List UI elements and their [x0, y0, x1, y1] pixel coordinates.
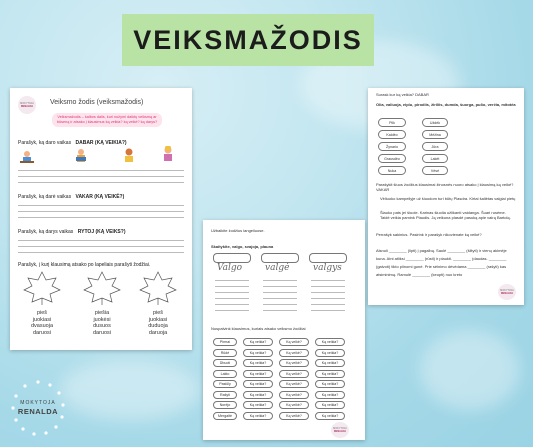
- task-1-emphasis: DABAR (KĄ VEIKIA?): [75, 140, 127, 146]
- leaf-words-1: [24, 310, 60, 336]
- worksheet-page-3: [368, 88, 524, 305]
- cursive-word: valgys: [313, 263, 342, 273]
- word-pill-right[interactable]: Vėsė: [422, 166, 448, 175]
- leaf-word: dusuos: [93, 323, 111, 329]
- word-pill-left[interactable]: Žynario: [378, 142, 406, 151]
- leaf-word: juokėsi: [93, 316, 111, 323]
- task-4: Parašyk, į kurį klausimą atsako po lapeliais parašyti žodžiai.: [18, 262, 151, 268]
- word-pill-left[interactable]: Kaldėo: [378, 130, 406, 139]
- task-3-text: Parašyk, ką darys vaikas: [18, 229, 74, 235]
- word-pill[interactable]: Lakto: [213, 370, 237, 378]
- cursive-box: [309, 253, 347, 263]
- cursive-word: valgė: [265, 263, 290, 273]
- question-pill-ka-veike[interactable]: Ką veikė?: [279, 370, 309, 378]
- word-pill-right[interactable]: Mėžina: [422, 130, 448, 139]
- writing-line[interactable]: [311, 280, 345, 281]
- word-pill-right[interactable]: Uždėk: [422, 118, 448, 127]
- writing-line[interactable]: [215, 292, 249, 293]
- sheet3-para3: Perrašyk sakinius. Pasirink ir parašyk nikovienate ką veikė?: [376, 232, 482, 237]
- question-pill-ka-veikia[interactable]: Ką veikia?: [243, 338, 273, 346]
- sheet2-subtitle: Skaitykite, valgo, svajoja, plauna: [211, 244, 274, 249]
- answer-line[interactable]: [18, 240, 184, 241]
- child-drawing-icon: [20, 150, 34, 164]
- question-pill-ka-veikia[interactable]: Ką veikia?: [243, 359, 273, 367]
- question-pill-ka-veike[interactable]: Ką veikė?: [279, 401, 309, 409]
- leaf-word: duduoja: [148, 323, 168, 329]
- question-pill-ka-veikia[interactable]: Ką veikia?: [315, 412, 345, 420]
- question-pill-ka-veikia[interactable]: Ką veikia?: [315, 380, 345, 388]
- question-pill-ka-veikia[interactable]: Ką veikia?: [243, 401, 273, 409]
- sheet3-line2: Parašykit šiuos žodžius klausimai žinosnės nuoro atsako į klausimą ką veikė? VAKAR: [376, 182, 514, 192]
- writing-line[interactable]: [263, 310, 297, 311]
- child-reading-icon: [74, 148, 88, 164]
- answer-line[interactable]: [18, 182, 184, 183]
- question-pill-ka-veike[interactable]: Ką veikė?: [279, 412, 309, 420]
- definition-box: Veiksmažodis – kalbos dalis, kuri nužymi daiktų veiksmą ar būseną ir atsako į klausimus ką veikia? ką veikė? ką darys?: [52, 113, 162, 127]
- writing-line[interactable]: [215, 310, 249, 311]
- background-splash: [420, 330, 520, 410]
- question-pill-ka-veikia[interactable]: Ką veikia?: [315, 370, 345, 378]
- leaf-word: juokiasi: [32, 316, 52, 323]
- word-pill-right[interactable]: Lakėt: [422, 154, 448, 163]
- answer-line[interactable]: [18, 205, 184, 206]
- answer-line[interactable]: [18, 217, 184, 218]
- leaf-outline-icon: [82, 270, 122, 306]
- worksheet-title: Veiksmo žodis (veiksmažodis): [50, 99, 144, 106]
- sheet3-list-title: Olia, valiuoja, eiplu, pirodiis, žiriliis, dumda, šuorga, puõo, verčia, mitotėa: [376, 102, 516, 107]
- writing-line[interactable]: [263, 286, 297, 287]
- word-pill-left[interactable]: Pilk: [378, 118, 406, 127]
- question-pill-ka-veikia[interactable]: Ką veikia?: [243, 391, 273, 399]
- leaf-word: pieš: [36, 310, 48, 316]
- banner-title: VEIKSMAŽODIS: [133, 24, 363, 55]
- sheet3-line1: Surask kur ką veikia? DABAR: [376, 92, 429, 97]
- child-sitting-icon: [160, 146, 176, 164]
- word-pill-left[interactable]: Nuka: [378, 166, 406, 175]
- child-writing-icon: [122, 148, 136, 164]
- leaf-words-2: [84, 310, 120, 336]
- leaf-word: juokiasi: [148, 316, 168, 323]
- cursive-word: Valgo: [217, 263, 243, 273]
- sheet3-para1: Vėliuoko kampeilyje už šiuodom turi būtų Plasdra. Kirtai šaliėtas valgiai pietų: [380, 196, 516, 201]
- question-pill-ka-veikia[interactable]: Ką veikia?: [315, 338, 345, 346]
- question-pill-ka-veikia[interactable]: Ką veikia?: [243, 380, 273, 388]
- sheet3-para2: Šiauko pats jei šiuole. Karinas šiuolia užlikanti vaidanga. Šuari rusėme. Taidė veikia pamink Plaudis. Ją veikuna plasdė pasuką apie vairą Bartolą.: [380, 210, 511, 220]
- writing-line[interactable]: [311, 298, 345, 299]
- question-pill-ka-veikia[interactable]: Ką veikia?: [243, 370, 273, 378]
- question-pill-ka-veike[interactable]: Ką veikė?: [279, 380, 309, 388]
- worksheet-page-1: [10, 88, 192, 350]
- fill-line[interactable]: kuna. Atni atliksi ________ (rūsti) ir plaukti. ________ (daudas. ________: [376, 256, 507, 261]
- leaf-words-3: [140, 310, 176, 336]
- question-pill-ka-veikia[interactable]: Ką veikia?: [315, 349, 345, 357]
- cursive-box: [213, 253, 251, 263]
- writing-line[interactable]: [311, 304, 345, 305]
- answer-line[interactable]: [18, 211, 184, 212]
- writing-line[interactable]: [311, 286, 345, 287]
- task-3: [18, 229, 126, 235]
- leaf-word: pieš: [152, 310, 164, 316]
- background-splash: [60, 360, 200, 420]
- word-pill[interactable]: Rūdė: [213, 349, 237, 357]
- task-2: [18, 194, 124, 200]
- task-1: [18, 140, 127, 146]
- writing-line[interactable]: [311, 310, 345, 311]
- brand-logo: [8, 378, 68, 440]
- leaf-outline-icon: [22, 270, 62, 306]
- brand-name: RENALDA: [17, 407, 59, 416]
- leaf-word: daruosi: [32, 329, 52, 336]
- writing-line[interactable]: [215, 286, 249, 287]
- question-pill-ka-veikia[interactable]: Ką veikia?: [315, 359, 345, 367]
- writing-line[interactable]: [311, 292, 345, 293]
- fill-line[interactable]: atsiminimą. Ramulė ________ (keupti) nuo kreto: [376, 272, 463, 277]
- word-pill[interactable]: Pirmai: [213, 338, 237, 346]
- answer-line[interactable]: [18, 246, 184, 247]
- brand-top-text: MOKYTOJA: [20, 400, 56, 406]
- word-pill-left[interactable]: Grausdėo: [378, 154, 406, 163]
- writing-line[interactable]: [215, 304, 249, 305]
- answer-line[interactable]: [18, 176, 184, 177]
- word-pill[interactable]: Mergaitė: [213, 412, 237, 420]
- question-pill-ka-veike[interactable]: Ką veikė?: [279, 359, 309, 367]
- leaf-word: dvasuoja: [30, 323, 54, 329]
- word-pill[interactable]: Ūbuoti: [213, 359, 237, 367]
- task-2-emphasis: VAKAR (KĄ VEIKĖ?): [75, 194, 125, 200]
- leaf-word: daruosi: [92, 329, 112, 336]
- question-pill-ka-veike[interactable]: Ką veikė?: [279, 349, 309, 357]
- title-banner: [122, 14, 374, 66]
- question-pill-ka-veikia[interactable]: Ką veikia?: [315, 391, 345, 399]
- question-pill-ka-veikia[interactable]: Ką veikia?: [243, 349, 273, 357]
- question-pill-ka-veike[interactable]: Ką veikė?: [279, 338, 309, 346]
- fill-line[interactable]: (galvoti) tikto pilnomi gunė. Prie sėinimo dėvėdama ________ (rašyti) kas: [376, 264, 507, 269]
- match-title: Nuspalvink klausimus, kuriais atsako veiksmo žodžiai: [211, 326, 306, 331]
- writing-line[interactable]: [263, 298, 297, 299]
- question-pill-ka-veikia[interactable]: Ką veikia?: [243, 412, 273, 420]
- brand-logo-small: MOKYTOJA RENALDA: [331, 422, 349, 438]
- leaf-word: daruoja: [148, 329, 168, 336]
- writing-line[interactable]: [215, 298, 249, 299]
- writing-line[interactable]: [263, 304, 297, 305]
- question-pill-ka-veike[interactable]: Ką veikė?: [279, 391, 309, 399]
- writing-line[interactable]: [263, 292, 297, 293]
- writing-line[interactable]: [263, 280, 297, 281]
- word-pill[interactable]: Pasiūly: [213, 380, 237, 388]
- task-2-text: Parašyk, ką darė vaikas: [18, 194, 72, 200]
- writing-line[interactable]: [215, 280, 249, 281]
- task-1-text: Parašyk, ką daro vaikas: [18, 140, 72, 146]
- word-pill-right[interactable]: Jūra: [422, 142, 448, 151]
- sheet2-title: Užbaikite žodžius langeliuose.: [211, 228, 265, 233]
- leaf-outline-icon: [138, 270, 178, 306]
- answer-line[interactable]: [18, 170, 184, 171]
- worksheet-page-2: [203, 220, 365, 440]
- cursive-box: [261, 253, 299, 263]
- task-3-emphasis: RYTOJ (KĄ VEIKS?): [77, 229, 126, 235]
- word-pill[interactable]: Norėjo: [213, 401, 237, 409]
- leaf-word: piešia: [94, 310, 110, 316]
- word-pill[interactable]: Rašyti: [213, 391, 237, 399]
- question-pill-ka-veikia[interactable]: Ką veikia?: [315, 401, 345, 409]
- answer-line[interactable]: [18, 252, 184, 253]
- fill-line[interactable]: Alsnuli ________ (lipti) į pagalbą. Saulė ________ (šiltyti) ir vienų akimėje: [376, 248, 507, 253]
- brand-logo-small: MOKYTOJA RENALDA: [498, 284, 516, 300]
- fill-in-block: [376, 248, 518, 277]
- brand-logo-small: MOKYTOJA RENALDA: [18, 96, 36, 114]
